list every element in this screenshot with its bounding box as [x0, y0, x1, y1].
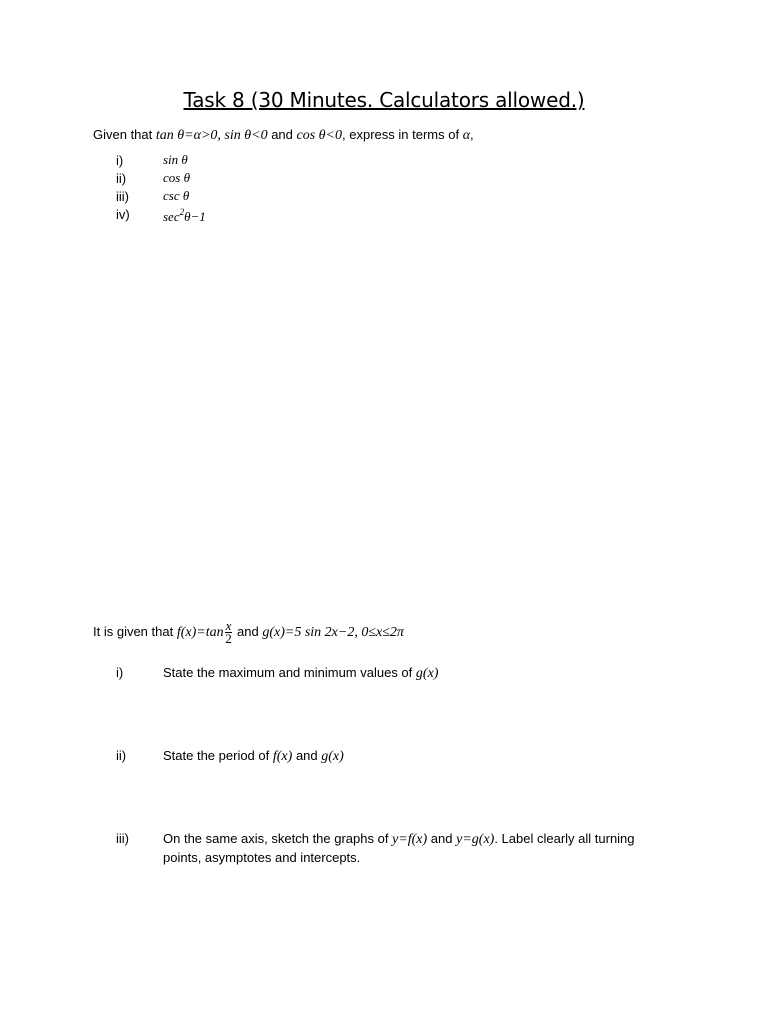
task1-item-4-base: sec: [163, 209, 180, 224]
task1-intro: [93, 127, 474, 144]
task2-frac-num: x: [225, 618, 232, 633]
task2-item-1-numeral: i): [116, 665, 124, 680]
task1-intro-express: , express in terms of: [342, 127, 460, 142]
task2-intro: [93, 620, 404, 645]
task1-intro-alpha: α: [462, 128, 471, 143]
task2-item-3-text2: . Label clearly all turning points, asymptotes and intercepts.: [163, 831, 635, 865]
task1-item-3-numeral: iii): [116, 189, 129, 204]
task1-intro-cond2: cos θ<0: [296, 128, 343, 143]
task2-intro-given: It is given that: [93, 623, 174, 639]
task2-item-2-math1: f(x): [272, 749, 293, 764]
task1-item-4-sup: 2: [179, 207, 185, 217]
task2-item-3-math2: y=g(x): [456, 832, 495, 847]
task2-item-2: [163, 748, 344, 765]
task2-item-2-and: and: [295, 748, 318, 763]
task2-g-def: g(x)=5 sin 2x−2, 0≤x≤2π: [262, 624, 404, 640]
task1-item-1-expr: sin θ: [163, 152, 188, 167]
task1-item-4-expr: [163, 207, 206, 225]
page-title: Task 8 (30 Minutes. Calculators allowed.): [183, 88, 585, 112]
task1-item-2-numeral: ii): [116, 171, 127, 186]
task1-item-4-numeral: iv): [116, 207, 130, 222]
task1-intro-comma: ,: [470, 127, 474, 142]
task2-f-def: f(x)=tan: [176, 624, 224, 640]
task1-item-1-numeral: i): [116, 153, 124, 168]
task2-item-2-text: State the period of: [163, 748, 270, 763]
task1-item-2-expr: cos θ: [163, 170, 190, 185]
task2-item-1: [163, 665, 438, 682]
task2-item-2-numeral: ii): [116, 748, 127, 763]
task2-item-3-numeral: iii): [116, 831, 129, 846]
task1-intro-and: and: [271, 127, 293, 142]
task2-item-3-and: and: [430, 831, 453, 846]
task1-intro-cond1: tan θ=α>0, sin θ<0: [155, 128, 268, 143]
task1-item-3-expr: csc θ: [163, 188, 190, 203]
task1-item-4-rest: θ−1: [184, 209, 206, 224]
task2-item-3-math1: y=f(x): [392, 832, 428, 847]
task1-intro-given: Given that: [93, 127, 153, 142]
task2-intro-and: and: [237, 623, 259, 639]
task2-item-1-text: State the maximum and minimum values of: [163, 665, 413, 680]
task2-fraction: [225, 620, 233, 645]
task2-item-3-text: On the same axis, sketch the graphs of: [163, 831, 389, 846]
task2-frac-den: 2: [225, 631, 232, 646]
task2-item-3: [163, 830, 663, 867]
task2-item-1-math: g(x): [415, 666, 439, 681]
task2-item-2-math2: g(x): [321, 749, 344, 764]
